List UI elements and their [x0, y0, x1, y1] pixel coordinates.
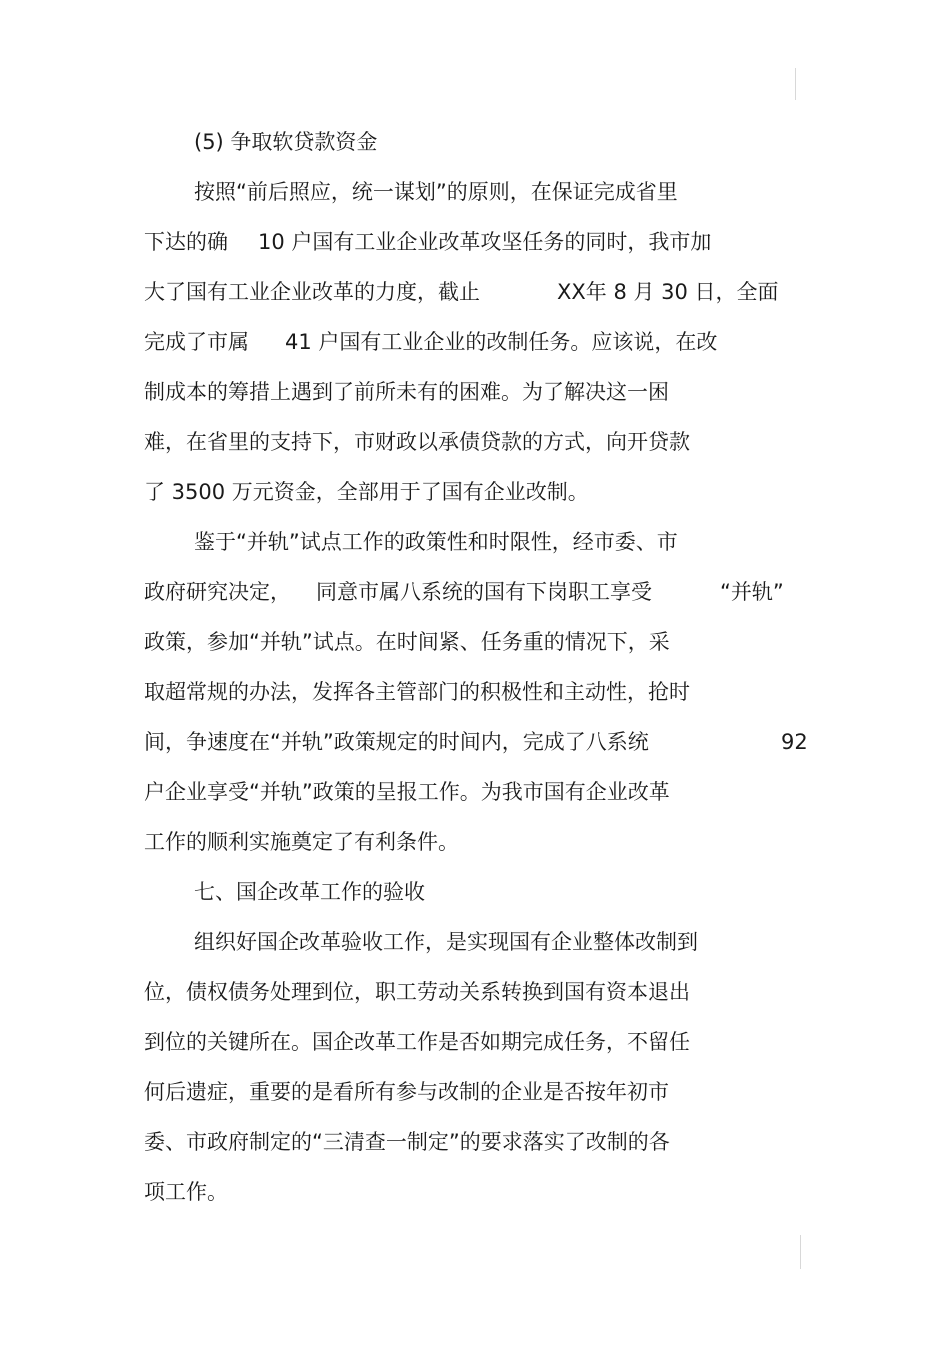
paragraph-line [0, 1125, 670, 1159]
text-segment: 工作的顺利实施奠定了有利条件。 [144, 830, 459, 854]
text-segment: 组织好国企改革验收工作，是实现国有企业整体改制到 [194, 930, 698, 954]
paragraph-line [0, 425, 690, 459]
text-segment: 间，争速度在“并轨”政策规定的时间内，完成了八系统 [144, 730, 649, 754]
text-segment: 同意市属八系统的国有下岗职工享受 [316, 580, 652, 604]
paragraph-line [0, 725, 808, 759]
text-segment: 下达的确 [144, 230, 228, 254]
paragraph-line [0, 1025, 690, 1059]
text-segment: 位，债权债务处理到位，职工劳动关系转换到国有资本退出 [144, 980, 690, 1004]
text-segment: 41 户国有工业企业的改制任务。应该说，在改 [285, 330, 718, 354]
paragraph-line [0, 175, 678, 209]
paragraph-line [0, 575, 784, 609]
text-segment: 委、市政府制定的“三清查一制定”的要求落实了改制的各 [144, 1130, 670, 1154]
text-segment: 大了国有工业企业改革的力度，截止 [144, 280, 480, 304]
paragraph-line [0, 1175, 228, 1209]
text-segment: 制成本的筹措上遇到了前所未有的困难。为了解决这一困 [144, 380, 669, 404]
text-segment: 户企业享受“并轨”政策的呈报工作。为我市国有企业改革 [144, 780, 670, 804]
text-segment: 鉴于“并轨”试点工作的政策性和时限性，经市委、市 [194, 530, 678, 554]
text-segment: 到位的关键所在。国企改革工作是否如期完成任务，不留任 [144, 1030, 690, 1054]
text-segment: 项工作。 [144, 1180, 228, 1204]
text-segment: 92 [781, 730, 808, 754]
paragraph-line [0, 525, 678, 559]
section-heading-soft-loan [0, 125, 378, 159]
paragraph-line [0, 975, 690, 1009]
text-segment: 10 户国有工业企业改革攻坚任务的同时，我市加 [258, 230, 712, 254]
text-segment: 难，在省里的支持下，市财政以承债贷款的方式，向开贷款 [144, 430, 690, 454]
paragraph-line [0, 275, 779, 309]
text-segment: 何后遗症，重要的是看所有参与改制的企业是否按年初市 [144, 1080, 669, 1104]
text-segment: (5) 争取软贷款资金 [194, 130, 378, 154]
paragraph-line [0, 925, 698, 959]
text-segment: XX年 8 月 30 日，全面 [557, 280, 779, 304]
paragraph-line [0, 775, 670, 809]
paragraph-line [0, 825, 459, 859]
page-edge-mark-top [795, 68, 796, 100]
text-segment: 了 3500 万元资金，全部用于了国有企业改制。 [144, 480, 589, 504]
section-heading-acceptance [0, 875, 425, 909]
text-segment: 完成了市属 [144, 330, 249, 354]
paragraph-line [0, 475, 589, 509]
paragraph-line [0, 1075, 669, 1109]
page-edge-mark-bottom [800, 1235, 801, 1269]
paragraph-line [0, 675, 690, 709]
paragraph-line [0, 325, 718, 359]
text-segment: 七、国企改革工作的验收 [194, 880, 425, 904]
text-segment: 取超常规的办法，发挥各主管部门的积极性和主动性，抢时 [144, 680, 690, 704]
text-segment: 按照“前后照应，统一谋划”的原则，在保证完成省里 [194, 180, 678, 204]
paragraph-line [0, 225, 712, 259]
text-segment: “并轨” [720, 580, 784, 604]
text-segment: 政府研究决定， [144, 580, 291, 604]
paragraph-line [0, 625, 670, 659]
text-segment: 政策，参加“并轨”试点。在时间紧、任务重的情况下，采 [144, 630, 670, 654]
paragraph-line [0, 375, 669, 409]
